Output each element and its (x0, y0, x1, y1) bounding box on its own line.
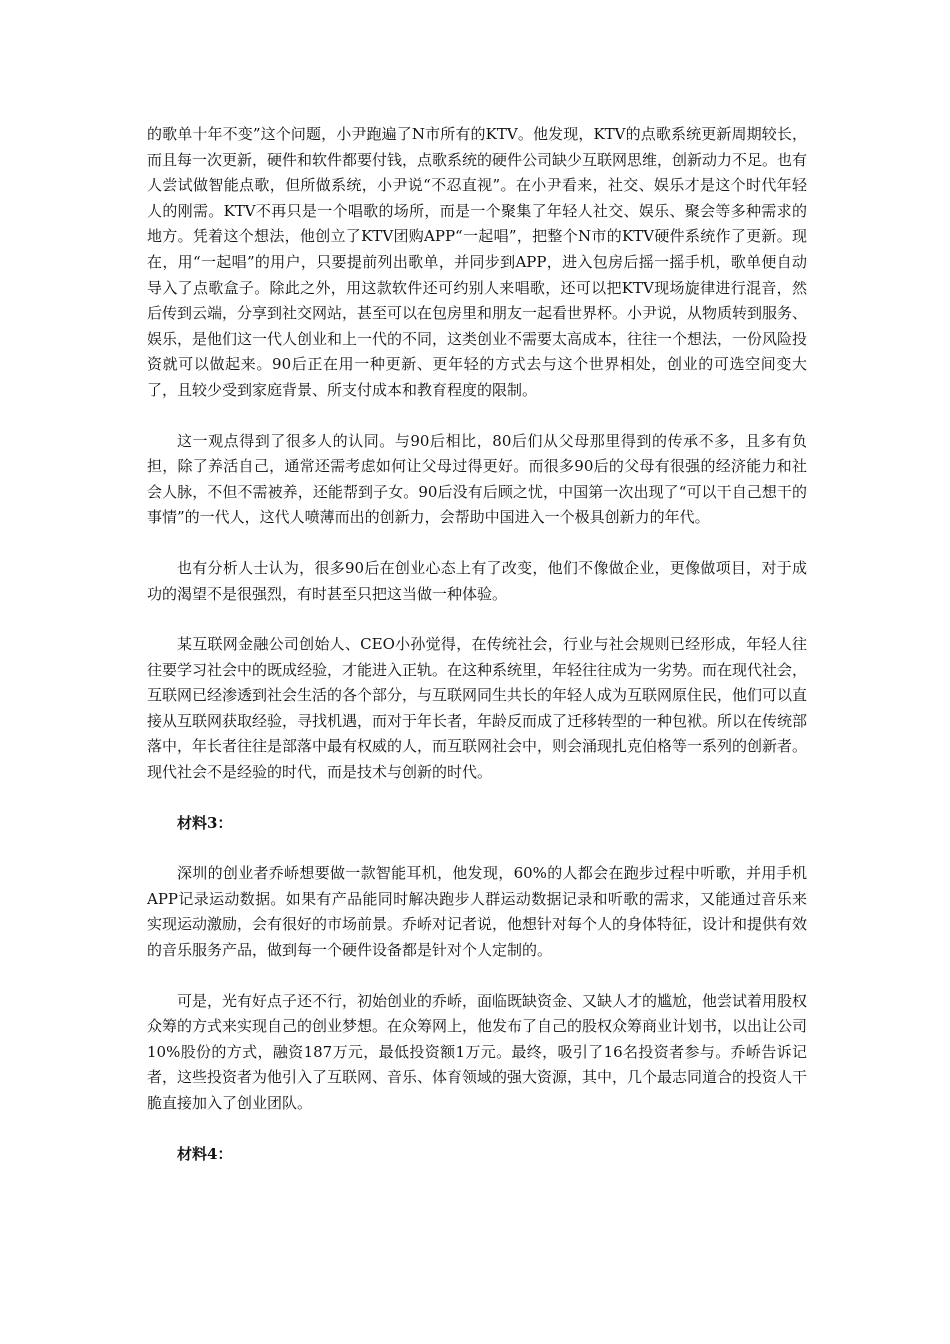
paragraph-ktv-story: 的歌单十年不变”这个问题，小尹跑遍了N市所有的KTV。他发现，KTV的点歌系统更新周期较长，而且每一次更新，硬件和软件都要付钱，点歌系统的硬件公司缺少互联网思维，创新动力不足。也有人尝试做智能点歌，但所做系统，小尹说“不忍直视”。在小尹看来，社交、娱乐才是这个时代年轻人的刚需。KTV不再只是一个唱歌的场所，而是一个聚集了年轻人社交、娱乐、聚会等多种需求的地方。凭着这个想法，他创立了KTV团购APP“一起唱”，把整个N市的KTV硬件系统作了更新。现在，用“一起唱”的用户，只要提前列出歌单，并同步到APP，进入包房后摇一摇手机，歌单便自动导入了点歌盒子。除此之外，用这款软件还可约别人来唱歌，还可以把KTV现场旋律进行混音，然后传到云端，分享到社交网站，甚至可以在包房里和朋友一起看世界杯。小尹说，从物质转到服务、娱乐，是他们这一代人创业和上一代的不同，这类创业不需要太高成本，往往一个想法，一份风险投资就可以做起来。90后正在用一种更新、更年轻的方式去与这个世界相处，创业的可选空间变大了，且较少受到家庭背景、所支付成本和教育程度的限制。 (147, 125, 808, 399)
paragraph-smart-earphone: 深圳的创业者乔峤想要做一款智能耳机，他发现，60%的人都会在跑步过程中听歌，并用手机APP记录运动数据。如果有产品能同时解决跑步人群运动数据记录和听歌的需求，又能通过音乐来实现运动激励，会有很好的市场前景。乔峤对记者说，他想针对每个人的身体特征，设计和提供有效的音乐服务产品，做到每一个硬件设备都是针对个人定制的。 (147, 864, 808, 960)
paragraph-analysts-view: 也有分析人士认为，很多90后在创业心态上有了改变，他们不像做企业，更像做项目，对于成功的渴望不是很强烈，有时甚至只把这当做一种体验。 (147, 558, 807, 603)
paragraph-equity-crowdfunding: 可是，光有好点子还不行，初始创业的乔峤，面临既缺资金、又缺人才的尴尬，他尝试着用股权众筹的方式来实现自己的创业梦想。在众筹网上，他发布了自己的股权众筹商业计划书，以出让公司10%股份的方式，融资187万元，最低投资额1万元。最终，吸引了16名投资者参与。乔峤告诉记者，这些投资者为他引入了互联网、音乐、体育领域的强大资源，其中，几个最志同道合的投资人干脆直接加入了创业团队。 (147, 991, 808, 1112)
document-page (147, 122, 807, 1192)
paragraph-ceo-view: 某互联网金融公司创始人、CEO小孙觉得，在传统社会，行业与社会规则已经形成，年轻人往往要学习社会中的既成经验，才能进入正轨。在这种系统里，年轻往往成为一劣势。而在现代社会，互联网已经渗透到社会生活的各个部分，与互联网同生共长的年轻人成为互联网原住民，他们可以直接从互联网获取经验，寻找机遇，而对于年长者，年龄反而成了迁移转型的一种包袱。所以在传统部落中，年长者往往是部落中最有权威的人，而互联网社会中，则会涌现扎克伯格等一系列的创新者。现代社会不是经验的时代，而是技术与创新的时代。 (147, 635, 808, 782)
section-heading-material-3: 材料3： (177, 813, 233, 832)
paragraph-consensus: 这一观点得到了很多人的认同。与90后相比，80后们从父母那里得到的传承不多，且多有负担，除了养活自己，通常还需考虑如何让父母过得更好。而很多90后的父母有很强的经济能力和社会人脉，不但不需被养，还能帮到子女。90后没有后顾之忧，中国第一次出现了“可以干自己想干的事情”的一代人，这代人喷薄而出的创新力，会帮助中国进入一个极具创新力的年代。 (147, 431, 807, 527)
section-heading-material-4: 材料4： (177, 1144, 233, 1163)
